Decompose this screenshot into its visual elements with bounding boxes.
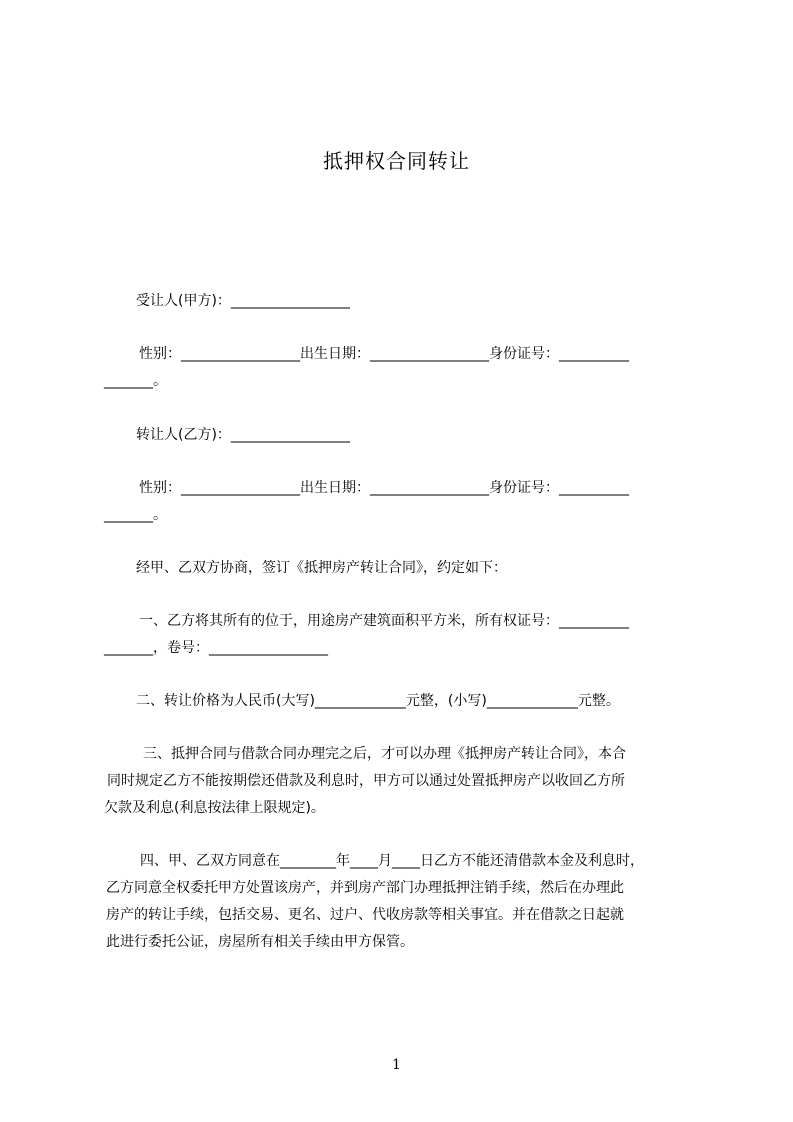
clause-4-line-4: 此进行委托公证，房屋所有相关手续由甲方保管。 <box>106 934 414 950</box>
clause-3-line-1: 三、抵押合同与借款合同办理完之后，才可以办理《抵押房产转让合同》，本合 <box>143 746 626 762</box>
party-b-gender-birth-id-line: 性别：_________________出生日期：_________________身份证号：__________ <box>139 480 629 496</box>
clause-3-line-2: 同时规定乙方不能按期偿还借款及利息时，甲方可以通过处置抵押房产以收回乙方所 <box>107 773 625 789</box>
party-a-gender-birth-id-line: 性别：_________________出生日期：_________________身份证号：__________ <box>139 346 629 362</box>
page-number: 1 <box>392 1057 401 1073</box>
clause-2-line: 二、转让价格为人民币(大写)_____________元整，(小写)_____________元整。 <box>136 693 620 709</box>
document-title: 抵押权合同转让 <box>323 149 470 173</box>
clause-3-line-3: 欠款及利息(利息按法律上限规定)。 <box>104 800 325 816</box>
party-a-id-continuation-line: _______。 <box>104 373 167 389</box>
clause-4-line-2: 乙方同意全权委托甲方处置该房产，并到房产部门办理抵押注销手续，然后在办理此 <box>106 880 624 896</box>
assignee-party-a-line: 受让人(甲方)：_________________ <box>136 293 350 309</box>
clause-4-line-3: 房产的转让手续，包括交易、更名、过户、代收房款等相关事宜。并在借款之日起就 <box>106 907 624 923</box>
assignor-party-b-line: 转让人(乙方)：_________________ <box>136 427 350 443</box>
clause-1-line: 一、乙方将其所有的位于，用途房产建筑面积平方米，所有权证号：__________ <box>139 613 629 629</box>
party-b-id-continuation-line: _______。 <box>104 507 167 523</box>
agreement-intro-line: 经甲、乙双方协商，签订《抵押房产转让合同》，约定如下： <box>136 560 507 576</box>
clause-1-continuation-line: _______，卷号：_________________ <box>104 640 328 656</box>
clause-4-line-1: 四、甲、乙双方同意在________年____月____日乙方不能还清借款本金及利息时， <box>140 853 644 869</box>
